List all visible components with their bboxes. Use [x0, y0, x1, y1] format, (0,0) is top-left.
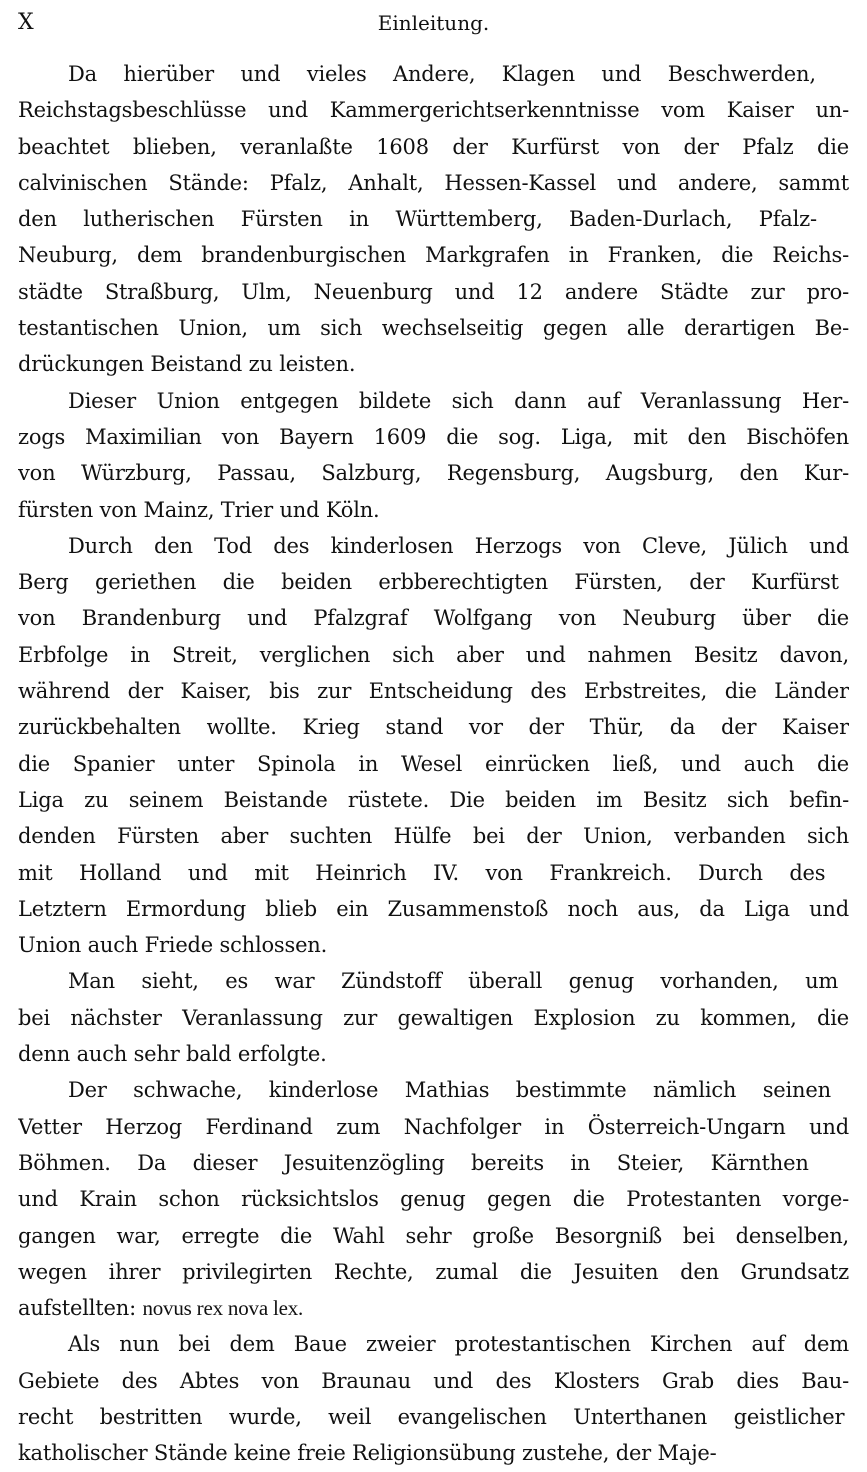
body-text: [18, 56, 849, 1472]
text-line: Man sieht, es war Zündstoff überall genug vorhanden, um: [68, 969, 839, 994]
text-line: Neuburg, dem brandenburgischen Markgrafen in Franken, die Reichs-: [18, 243, 849, 268]
paragraph: [18, 56, 849, 383]
text-line: Vetter Herzog Ferdinand zum Nachfolger in Österreich-Ungarn und: [18, 1114, 849, 1139]
text-line: während der Kaiser, bis zur Entscheidung des Erbstreites, die Länder: [18, 679, 849, 704]
text-line: Reichstagsbeschlüsse und Kammergerichtserkenntnisse vom Kaiser un-: [18, 98, 849, 123]
text-line: Dieser Union entgegen bildete sich dann auf Veranlassung Her-: [68, 388, 849, 413]
text-line: die Spanier unter Spinola in Wesel einrücken ließ, und auch die: [18, 751, 849, 776]
text-line: fürsten von Mainz, Trier und Köln.: [18, 497, 380, 522]
text-line: [18, 1290, 849, 1326]
text-line: calvinischen Stände: Pfalz, Anhalt, Hessen-Kassel und andere, sammt: [18, 170, 849, 195]
text-line: und Krain schon rücksichtslos genug gegen die Protestanten vorge-: [18, 1187, 849, 1212]
paragraph: [18, 528, 849, 964]
text-line: Als nun bei dem Baue zweier protestantischen Kirchen auf dem: [68, 1332, 849, 1357]
text-line: städte Straßburg, Ulm, Neuenburg und 12 andere Städte zur pro-: [18, 279, 849, 304]
text-line: Union auch Friede schlossen.: [18, 933, 328, 958]
text-line: von Brandenburg und Pfalzgraf Wolfgang von Neuburg über die: [18, 606, 849, 631]
text-line: testantischen Union, um sich wechselseitig gegen alle derartigen Be-: [18, 316, 849, 341]
text-line: von Würzburg, Passau, Salzburg, Regensburg, Augsburg, den Kur-: [18, 461, 849, 486]
text-line: mit Holland und mit Heinrich IV. von Frankreich. Durch des: [18, 860, 826, 885]
text-line: Gebiete des Abtes von Braunau und des Klosters Grab dies Bau-: [18, 1368, 849, 1393]
text-line: beachtet blieben, veranlaßte 1608 der Kurfürst von der Pfalz die: [18, 134, 849, 159]
paragraph: [18, 1072, 849, 1326]
text-line: gangen war, erregte die Wahl sehr große Besorgniß bei denselben,: [18, 1223, 849, 1248]
text-line: wegen ihrer privilegirten Rechte, zumal die Jesuiten den Grundsatz: [18, 1259, 849, 1284]
text-line: Da hierüber und vieles Andere, Klagen und Beschwerden,: [68, 62, 816, 86]
text-line: bei nächster Veranlassung zur gewaltigen Explosion zu kommen, die: [18, 1005, 849, 1030]
text-line: Letztern Ermordung blieb ein Zusammenstoß noch aus, da Liga und: [18, 896, 849, 921]
text-line: katholischer Stände keine freie Religionsübung zustehe, der Maje-: [18, 1441, 717, 1466]
text-line: denden Fürsten aber suchten Hülfe bei der Union, verbanden sich: [18, 824, 849, 849]
text-line: Liga zu seinem Beistande rüstete. Die beiden im Besitz sich befin-: [18, 787, 849, 812]
text-line: zurückbehalten wollte. Krieg stand vor der Thür, da der Kaiser: [18, 715, 849, 740]
paragraph: [18, 963, 849, 1072]
paragraph: [18, 383, 849, 528]
text-line: Durch den Tod des kinderlosen Herzogs von Cleve, Jülich und: [68, 533, 849, 558]
text-line: Der schwache, kinderlose Mathias bestimmte nämlich seinen: [68, 1078, 831, 1103]
text-line: recht bestritten wurde, weil evangelischen Unterthanen geistlicher: [18, 1404, 845, 1429]
running-title: Einleitung.: [377, 11, 490, 35]
text-line: den lutherischen Fürsten in Württemberg, Baden-Durlach, Pfalz-: [18, 207, 817, 232]
text-line: Erbfolge in Streit, verglichen sich aber und nahmen Besitz davon,: [18, 642, 849, 667]
text-line: zogs Maximilian von Bayern 1609 die sog. Liga, mit den Bischöfen: [18, 424, 849, 449]
text-line: Berg geriethen die beiden erbberechtigten Fürsten, der Kurfürst: [18, 570, 839, 595]
text-line: Böhmen. Da dieser Jesuitenzögling bereits in Steier, Kärnthen: [18, 1150, 809, 1175]
text-line-prefix: aufstellten:: [18, 1296, 143, 1321]
page-header: [18, 6, 849, 40]
latin-phrase: novus rex nova lex.: [142, 1296, 304, 1321]
text-line: denn auch sehr bald erfolgte.: [18, 1042, 327, 1067]
text-line: drückungen Beistand zu leisten.: [18, 352, 356, 377]
paragraph: [18, 1326, 849, 1471]
page-number: X: [18, 10, 34, 35]
